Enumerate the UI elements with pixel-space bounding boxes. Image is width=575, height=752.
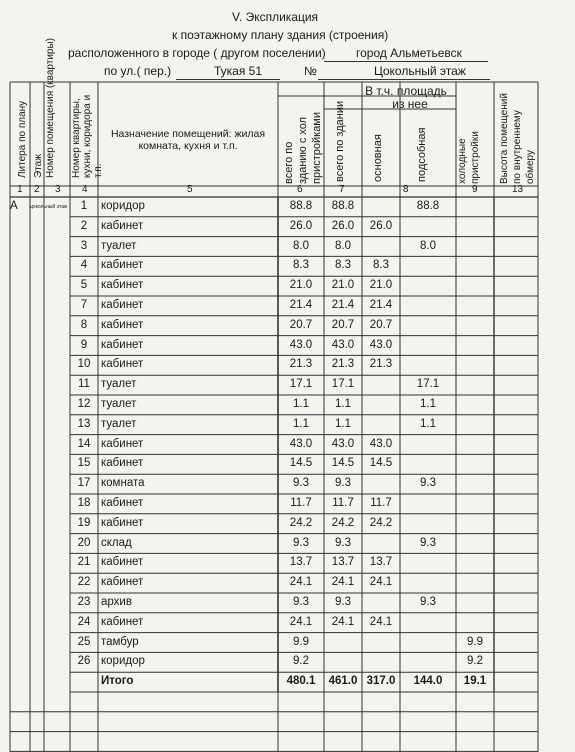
area-total-building: 24.1 [331, 576, 355, 589]
room-number: 5 [80, 279, 88, 292]
room-purpose: кабинет [101, 219, 144, 232]
area-main: 43.0 [369, 338, 393, 351]
area-main: 26.0 [369, 219, 393, 232]
room-purpose: туалет [101, 378, 137, 391]
doc-subtitle: к поэтажному плану здания (строения) [172, 28, 389, 42]
area-main: 21.0 [369, 279, 393, 292]
area-auxiliary: 88.8 [416, 200, 440, 212]
area-main: 20.7 [369, 318, 393, 331]
area-auxiliary: 17.1 [416, 378, 440, 391]
room-number: 9 [80, 338, 88, 351]
doc-title: V. Экспликация [232, 10, 319, 24]
room-purpose: комната [101, 477, 145, 490]
area-total-building: 13.7 [331, 556, 355, 569]
area-total-cold: 24.2 [289, 516, 313, 529]
room-purpose: коридор [101, 655, 145, 668]
area-total-building: 14.5 [331, 457, 355, 470]
area-total-cold: 9.3 [293, 536, 309, 549]
area-total-cold: 26.0 [289, 219, 313, 232]
column-number: 13 [512, 184, 524, 195]
room-purpose: склад [101, 536, 132, 549]
area-main: 13.7 [369, 556, 393, 569]
area-main: 43.0 [369, 437, 393, 450]
area-cold: 9.2 [467, 655, 483, 668]
area-total-building: 88.8 [331, 200, 355, 212]
area-total-cold: 21.3 [289, 358, 313, 371]
location-label: расположенного в городе ( другом поселении) [68, 46, 326, 60]
room-purpose: тамбур [101, 635, 139, 648]
room-purpose: кабинет [101, 279, 144, 292]
column-number: 5 [187, 184, 193, 195]
area-main: 24.1 [369, 615, 393, 628]
column-number: 9 [472, 184, 478, 195]
room-purpose: кабинет [101, 556, 144, 569]
column-number: 7 [339, 184, 345, 195]
room-purpose: кабинет [101, 338, 144, 351]
area-main: 11.7 [370, 497, 392, 509]
room-purpose: кабинет [101, 457, 144, 470]
area-total-cold: 1.1 [293, 398, 309, 410]
room-purpose: туалет [101, 398, 137, 410]
col-header-room-no: Номер помещения (квартиры) [45, 37, 56, 178]
area-main: 24.1 [369, 576, 393, 589]
area-total-building: 24.1 [331, 615, 355, 628]
area-auxiliary: 9.3 [420, 477, 436, 490]
area-cold: 9.9 [467, 635, 483, 648]
area-total-cold: 21.0 [289, 279, 313, 292]
area-total-cold: 9.3 [293, 596, 309, 608]
city-value: город Альметьевск [356, 46, 462, 60]
area-main: 8.3 [373, 259, 389, 272]
area-main: 21.4 [369, 299, 393, 311]
room-purpose: архив [101, 596, 132, 608]
room-number: 8 [80, 318, 88, 331]
room-number: 18 [77, 497, 91, 509]
area-total-cold: 21.4 [289, 299, 313, 311]
area-total-building: 43.0 [331, 338, 355, 351]
room-number: 25 [77, 635, 91, 648]
room-number: 10 [77, 358, 91, 371]
column-number: 6 [297, 184, 303, 195]
col-header-auxiliary: подсобная [416, 127, 428, 182]
area-main: 21.3 [369, 358, 393, 371]
area-main: 24.2 [369, 516, 393, 529]
area-total-cold: 43.0 [289, 437, 313, 450]
room-purpose: кабинет [101, 615, 144, 628]
area-total-building: 9.3 [335, 536, 351, 549]
column-number: 3 [55, 184, 61, 195]
floor-value: Цокольный этаж [374, 64, 466, 78]
area-total-cold: 9.2 [293, 655, 309, 668]
col-header-total-cold: всего по зданию с хол пристройками [283, 111, 323, 184]
area-main: 14.5 [369, 457, 393, 470]
area-total-cold: 11.7 [290, 497, 312, 509]
area-auxiliary: 1.1 [420, 417, 436, 430]
room-number: 14 [77, 437, 91, 450]
room-number: 4 [80, 259, 88, 272]
area-total-building: 21.3 [331, 358, 355, 371]
area-auxiliary: 8.0 [420, 239, 436, 252]
area-cold: 19.1 [463, 675, 487, 688]
area-total-building: 9.3 [335, 596, 351, 608]
street-value: Тукая 51 [214, 64, 263, 78]
area-total-cold: 8.3 [293, 259, 309, 272]
col-header-area-group: В т.ч. площадь [365, 84, 447, 98]
room-number: 2 [80, 219, 88, 232]
area-auxiliary: 9.3 [420, 596, 436, 608]
street-label: по ул.( пер.) [104, 64, 172, 78]
area-total-building: 43.0 [331, 437, 355, 450]
area-main: 317.0 [366, 675, 396, 688]
room-purpose: туалет [101, 417, 137, 430]
area-total-cold: 480.1 [286, 675, 316, 688]
col-header-etazh: Этаж [33, 154, 44, 178]
room-purpose: кабинет [101, 576, 144, 589]
number-label: № [304, 64, 317, 78]
col-header-height: Высота помещений по внутреннему обмеру [499, 93, 536, 184]
room-purpose: кабинет [101, 516, 144, 529]
room-number: 26 [77, 655, 91, 668]
area-total-building: 21.0 [331, 279, 355, 292]
room-number: 20 [77, 536, 91, 549]
area-total-building: 9.3 [335, 477, 351, 490]
col-header-total-building: всего по здании [334, 100, 346, 182]
room-purpose: кабинет [101, 358, 144, 371]
room-number: 24 [77, 615, 91, 628]
room-number: 22 [77, 576, 91, 589]
room-number: 3 [80, 239, 88, 252]
area-total-cold: 9.3 [293, 477, 309, 490]
room-number: 19 [77, 516, 91, 529]
area-total-cold: 17.1 [289, 378, 313, 391]
column-number: 2 [34, 184, 40, 195]
area-total-cold: 24.1 [289, 576, 313, 589]
area-total-cold: 13.7 [289, 556, 313, 569]
area-total-cold: 9.9 [293, 635, 309, 648]
litera-value: А [10, 200, 18, 212]
room-purpose: кабинет [101, 259, 144, 272]
room-purpose: кабинет [101, 437, 144, 450]
room-number: 11 [78, 378, 90, 391]
area-total-building: 24.2 [331, 516, 355, 529]
room-number: 21 [77, 556, 91, 569]
area-total-building: 26.0 [331, 219, 355, 232]
area-auxiliary: 144.0 [413, 675, 443, 688]
room-purpose: туалет [101, 239, 137, 252]
area-total-building: 8.0 [335, 239, 351, 252]
room-purpose: кабинет [101, 318, 144, 331]
area-total-building: 20.7 [331, 318, 355, 331]
total-label: Итого [101, 675, 134, 688]
area-total-cold: 24.1 [289, 615, 313, 628]
col-header-cold: холодные пристройки [457, 131, 481, 184]
area-total-building: 8.3 [335, 259, 351, 272]
etazh-value: цокольный этаж [30, 204, 68, 210]
area-total-cold: 20.7 [289, 318, 313, 331]
area-total-cold: 43.0 [289, 338, 313, 351]
room-purpose: коридор [101, 200, 145, 212]
room-number: 12 [77, 398, 91, 410]
area-auxiliary: 9.3 [420, 536, 436, 549]
area-total-building: 11.7 [332, 497, 354, 509]
col-header-apt-no: Номер квартиры, кухни, коридора и т.п. [71, 94, 104, 178]
area-total-cold: 88.8 [289, 200, 313, 212]
room-number: 23 [77, 596, 91, 608]
col-header-litera: Литера по плану [17, 100, 28, 178]
area-total-building: 21.4 [331, 299, 355, 311]
room-number: 15 [77, 457, 91, 470]
area-total-building: 17.1 [331, 378, 355, 391]
area-total-building: 1.1 [335, 417, 351, 430]
area-total-building: 461.0 [328, 675, 358, 688]
room-purpose: кабинет [101, 497, 144, 509]
area-total-cold: 1.1 [293, 417, 309, 430]
area-auxiliary: 1.1 [420, 398, 436, 410]
area-total-cold: 14.5 [289, 457, 313, 470]
room-number: 7 [80, 299, 88, 311]
room-number: 17 [77, 477, 91, 490]
col-header-main: основная [372, 134, 384, 182]
column-number: 1 [17, 184, 23, 195]
col-header-purpose: Назначение помещений: жилая комната, кухня и т.п. [110, 128, 266, 152]
area-total-building: 1.1 [335, 398, 351, 410]
column-number: 4 [82, 184, 88, 195]
room-purpose: кабинет [101, 299, 144, 311]
room-number: 13 [77, 417, 91, 430]
room-number: 1 [80, 200, 88, 212]
col-header-of-it: из нее [392, 97, 428, 111]
column-number: 8 [403, 184, 409, 195]
area-total-cold: 8.0 [293, 239, 309, 252]
